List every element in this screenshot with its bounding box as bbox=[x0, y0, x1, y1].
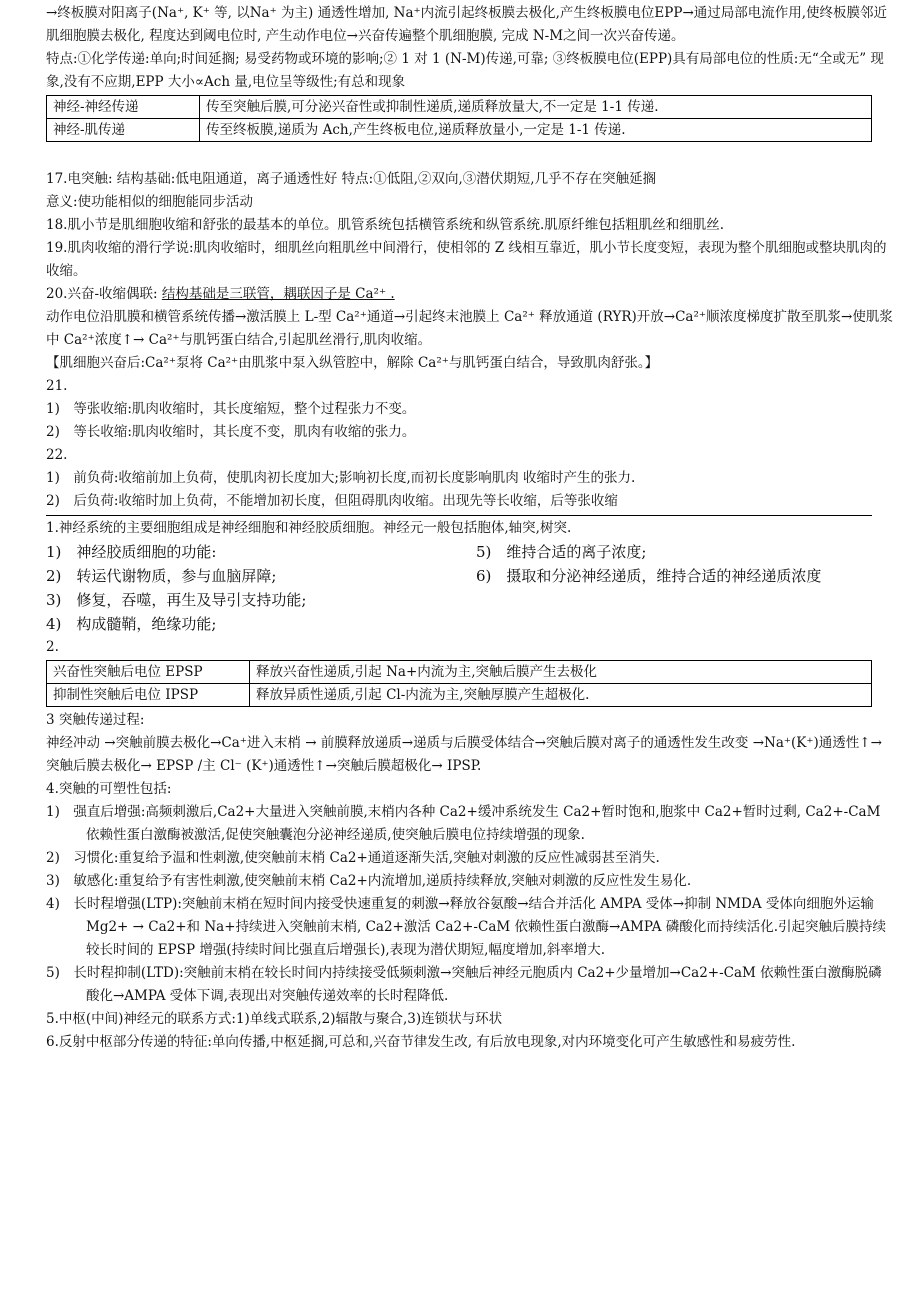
paragraph: 18.肌小节是肌细胞收缩和舒张的最基本的单位。肌管系统包括横管系统和纵管系统.肌原纤维包括粗肌丝和细肌丝. bbox=[46, 217, 725, 233]
list-item: 1) 强直后增强:高频刺激后,Ca2+大量进入突触前膜,末梢内各种 Ca2+缓冲系统发生 Ca2+暂时饱和,胞浆中 Ca2+暂时过剩, Ca2+-CaM 依赖性蛋白激酶被激活,促使突触囊泡分泌神经递质,使突触后膜电位持续增强的现象. bbox=[46, 804, 881, 843]
paragraph: 特点:①化学传递:单向;时间延搁; 易受药物或环境的影响;② 1 对 1 (N-M)传递,可靠; ③终板膜电位(EPP)具有局部电位的性质:无“全或无” 现象,没有不应期,EPP 大小∝Ach 量,电位呈等级性;有总和现象 bbox=[46, 51, 884, 90]
paragraph: 5.中枢(中间)神经元的联系方式:1)单线式联系,2)辐散与聚合,3)连锁状与环状 bbox=[46, 1011, 503, 1027]
list-item: 4) 长时程增强(LTP):突触前末梢在短时间内接受快速重复的刺激→释放谷氨酸→结合并活化 AMPA 受体→抑制 NMDA 受体向细胞外运输 Mg2+ → Ca2+和 Na+持续进入突触前末梢, Ca2+激活 Ca2+-CaM 依赖性蛋白激酶→AMPA 磷酸化而持续活化.引起突触后膜持续较长时间的 EPSP 增强(持续时间比强直后增强长),表现为潜伏期短,幅度增加,斜率增大. bbox=[46, 896, 887, 958]
table-cell: 传至终板膜,递质为 Ach,产生终板电位,递质释放量小,一定是 1-1 传递. bbox=[200, 119, 872, 142]
table-cell: 释放兴奋性递质,引起 Na+内流为主,突触后膜产生去极化 bbox=[250, 661, 872, 684]
list-item: 2) 后负荷:收缩时加上负荷，不能增加初长度，但阻碍肌肉收缩。出现先等长收缩，后等张收缩 bbox=[46, 493, 618, 509]
paragraph: 意义:使功能相似的细胞能同步活动 bbox=[46, 194, 254, 210]
table-cell: 神经-肌传递 bbox=[47, 119, 200, 142]
list-item: 4) 构成髓鞘，绝缘功能; bbox=[46, 615, 217, 633]
table-cell: 传至突触后膜,可分泌兴奋性或抑制性递质,递质释放量大,不一定是 1-1 传递. bbox=[200, 96, 872, 119]
comparison-table bbox=[46, 95, 872, 142]
paragraph: 21. bbox=[46, 378, 68, 394]
paragraph: 1.神经系统的主要细胞组成是神经细胞和神经胶质细胞。神经元一般包括胞体,轴突,树突. bbox=[46, 520, 572, 536]
paragraph: 22. bbox=[46, 447, 68, 463]
list-item: 1) 等张收缩:肌肉收缩时，其长度缩短，整个过程张力不变。 bbox=[46, 401, 416, 417]
paragraph: 19.肌肉收缩的滑行学说:肌肉收缩时，细肌丝向粗肌丝中间滑行，使相邻的 Z 线相互靠近，肌小节长度变短，表现为整个肌细胞或整块肌肉的收缩。 bbox=[46, 240, 887, 279]
paragraph: 2. bbox=[46, 639, 59, 655]
divider bbox=[46, 515, 872, 516]
underlined-text: 结构基础是三联管，耦联因子是 Ca²⁺ . bbox=[161, 286, 395, 302]
list-item: 2) 等长收缩:肌肉收缩时，其长度不变，肌肉有收缩的张力。 bbox=[46, 424, 416, 440]
list-item: 5) 维持合适的离子浓度; bbox=[476, 543, 647, 561]
table-row bbox=[47, 661, 872, 684]
table-row bbox=[47, 96, 872, 119]
paragraph: 3 突触传递过程: bbox=[46, 712, 145, 728]
table-cell: 神经-神经传递 bbox=[47, 96, 200, 119]
table-cell: 兴奋性突触后电位 EPSP bbox=[47, 661, 250, 684]
text: 20.兴奋-收缩偶联: bbox=[46, 286, 162, 302]
paragraph: 【肌细胞兴奋后:Ca²⁺泵将 Ca²⁺由肌浆中泵入纵管腔中，解除 Ca²⁺与肌钙蛋白结合，导致肌肉舒张。】 bbox=[46, 355, 659, 371]
paragraph: 4.突触的可塑性包括: bbox=[46, 781, 172, 797]
document-page bbox=[46, 0, 894, 1054]
paragraph: 神经冲动 →突触前膜去极化→Ca⁺进入末梢 → 前膜释放递质→递质与后膜受体结合→突触后膜对离子的通透性发生改变 →Na⁺(K⁺)通透性↑→突触后膜去极化→ EPSP /主 Cl⁻ (K⁺)通透性↑→突触后膜超极化→ IPSP. bbox=[46, 735, 882, 774]
psp-table bbox=[46, 660, 872, 707]
table-row bbox=[47, 119, 872, 142]
list-item: 2) 转运代谢物质，参与血脑屏障; bbox=[46, 567, 277, 585]
list-item: 2) 习惯化:重复给予温和性刺激,使突触前末梢 Ca2+通道逐渐失活,突触对刺激的反应性减弱甚至消失. bbox=[46, 850, 660, 866]
table-cell: 抑制性突触后电位 IPSP bbox=[47, 684, 250, 707]
glia-functions bbox=[46, 540, 872, 636]
table-cell: 释放异质性递质,引起 Cl-内流为主,突触厚膜产生超极化. bbox=[250, 684, 872, 707]
list-item: 3) 敏感化:重复给予有害性刺激,使突触前末梢 Ca2+内流增加,递质持续释放,突触对刺激的反应性发生易化. bbox=[46, 873, 692, 889]
table-row bbox=[47, 684, 872, 707]
paragraph: 动作电位沿肌膜和横管系统传播→激活膜上 L-型 Ca²⁺通道→引起终末池膜上 Ca²⁺ 释放通道 (RYR)开放→Ca²⁺顺浓度梯度扩散至肌浆→使肌浆中 Ca²⁺浓度↑→ Ca²⁺与肌钙蛋白结合,引起肌丝滑行,肌肉收缩。 bbox=[46, 309, 893, 348]
list-item: 1) 神经胶质细胞的功能: bbox=[46, 543, 217, 561]
paragraph: 17.电突触: 结构基础:低电阻通道，离子通透性好 特点:①低阻,②双向,③潜伏期短,几乎不存在突触延搁 bbox=[46, 171, 657, 187]
list-item: 3) 修复，吞噬，再生及导引支持功能; bbox=[46, 591, 307, 609]
paragraph bbox=[46, 283, 894, 306]
list-item: 6) 摄取和分泌神经递质，维持合适的神经递质浓度 bbox=[476, 567, 822, 585]
list-item: 5) 长时程抑制(LTD):突触前末梢在较长时间内持续接受低频刺激→突触后神经元胞质内 Ca2+少量增加→Ca2+-CaM 依赖性蛋白激酶脱磷酸化→AMPA 受体下调,表现出对突触传递效率的长时程降低. bbox=[46, 965, 882, 1004]
list-item: 1) 前负荷:收缩前加上负荷，使肌肉初长度加大;影响初长度,而初长度影响肌肉 收缩时产生的张力. bbox=[46, 470, 636, 486]
paragraph: →终板膜对阳离子(Na⁺, K⁺ 等, 以Na⁺ 为主) 通透性增加, Na⁺内流引起终板膜去极化,产生终板膜电位EPP→通过局部电流作用,使终板膜邻近肌细胞膜去极化, 程度达到阈电位时, 产生动作电位→兴奋传遍整个肌细胞膜, 完成 N-M之间一次兴奋传递。 bbox=[46, 5, 888, 44]
paragraph: 6.反射中枢部分传递的特征:单向传播,中枢延搁,可总和,兴奋节律发生改, 有后放电现象,对内环境变化可产生敏感性和易疲劳性. bbox=[46, 1034, 796, 1050]
